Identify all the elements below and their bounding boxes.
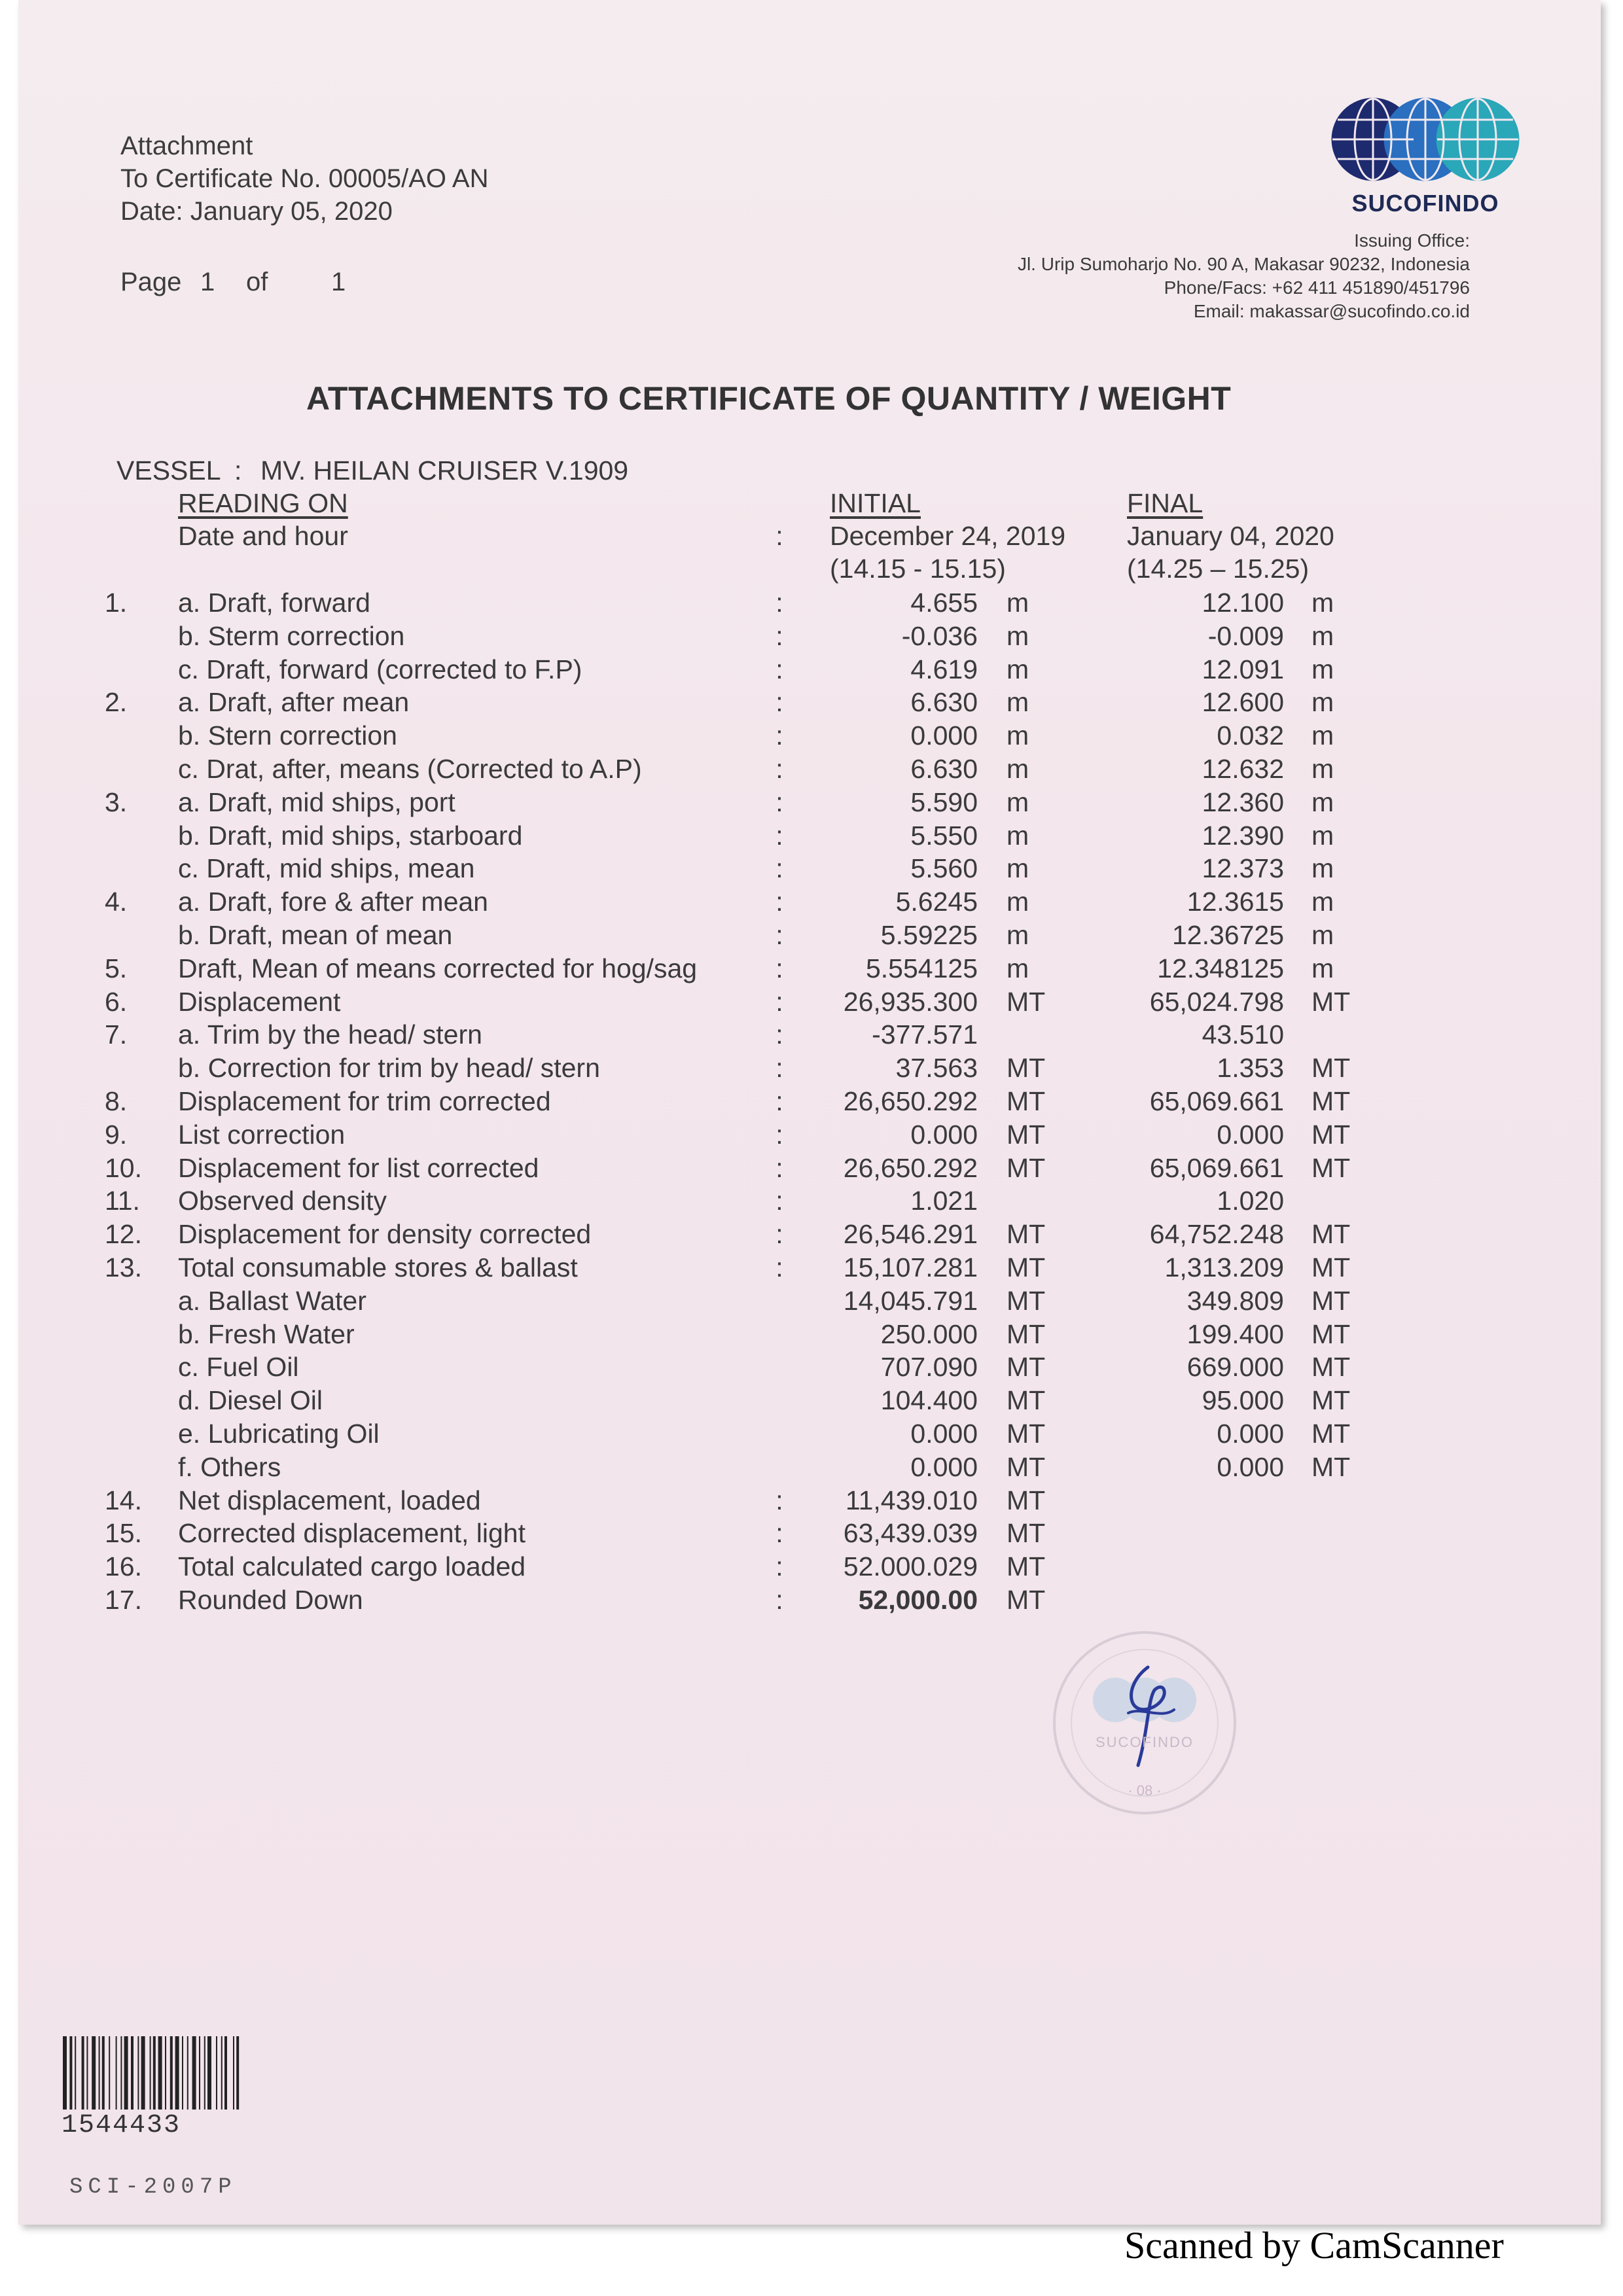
table-row <box>18 719 1601 752</box>
row-label: Draft, Mean of means corrected for hog/sag <box>178 953 698 983</box>
initial-value: 26,650.292 <box>843 1086 978 1116</box>
final-value: 12.600 <box>1202 687 1284 717</box>
initial-unit: MT <box>1007 1352 1046 1382</box>
table-row <box>18 653 1601 686</box>
final-unit: MT <box>1311 1319 1351 1349</box>
table-row <box>18 1085 1601 1118</box>
initial-value: 15,107.281 <box>843 1252 978 1282</box>
row-number: 16. <box>105 1551 142 1581</box>
initial-value: 37.563 <box>895 1053 978 1083</box>
row-label: Displacement for list corrected <box>178 1153 539 1183</box>
table-row <box>18 686 1601 718</box>
office-address: Jl. Urip Sumoharjo No. 90 A, Makasar 90232, Indonesia <box>1017 254 1470 274</box>
table-row <box>18 1251 1601 1284</box>
row-number: 10. <box>105 1153 142 1183</box>
row-colon: : <box>776 621 783 651</box>
vessel-label: VESSEL <box>116 455 221 486</box>
initial-unit: MT <box>1007 1053 1046 1083</box>
row-label: a. Draft, mid ships, port <box>178 787 455 817</box>
row-label: c. Drat, after, means (Corrected to A.P) <box>178 754 642 784</box>
initial-unit: m <box>1007 920 1029 950</box>
initial-value: 5.560 <box>910 853 978 883</box>
final-value: 1.020 <box>1217 1186 1284 1216</box>
initial-unit: MT <box>1007 1120 1046 1150</box>
initial-unit: MT <box>1007 1252 1046 1282</box>
final-unit: MT <box>1311 1352 1351 1382</box>
table-row <box>18 919 1601 951</box>
final-unit: MT <box>1311 1419 1351 1449</box>
row-colon: : <box>776 720 783 751</box>
initial-unit: MT <box>1007 1153 1046 1183</box>
row-colon: : <box>776 1019 783 1050</box>
final-unit: m <box>1311 920 1334 950</box>
initial-value: 5.550 <box>910 821 978 851</box>
table-row <box>18 1550 1601 1583</box>
initial-value: 0.000 <box>910 1120 978 1150</box>
row-colon: : <box>776 1518 783 1548</box>
initial-value: 26,546.291 <box>843 1219 978 1249</box>
final-unit: MT <box>1311 1452 1351 1482</box>
barcode <box>62 2036 297 2110</box>
initial-value: 5.590 <box>910 787 978 817</box>
initial-value: 1.021 <box>910 1186 978 1216</box>
row-colon: : <box>776 1219 783 1249</box>
final-value: 0.000 <box>1217 1419 1284 1449</box>
row-colon: : <box>776 1485 783 1515</box>
final-unit: MT <box>1311 1252 1351 1282</box>
initial-value: 4.619 <box>910 654 978 684</box>
initial-unit: MT <box>1007 987 1046 1017</box>
document-sheet <box>18 0 1601 2225</box>
final-unit: m <box>1311 821 1334 851</box>
table-row <box>18 1152 1601 1184</box>
table-row <box>18 952 1601 985</box>
final-value: 65,024.798 <box>1149 987 1284 1017</box>
row-label: b. Stern correction <box>178 720 397 751</box>
final-unit: MT <box>1311 987 1351 1017</box>
final-value: 12.360 <box>1202 787 1284 817</box>
final-unit: MT <box>1311 1053 1351 1083</box>
initial-unit: MT <box>1007 1086 1046 1116</box>
table-row <box>18 1184 1601 1217</box>
row-colon: : <box>776 588 783 618</box>
table-row <box>18 1384 1601 1417</box>
date-hour-colon: : <box>776 521 783 551</box>
reading-on-header: READING ON <box>178 488 348 518</box>
row-colon: : <box>776 787 783 817</box>
row-colon: : <box>776 1153 783 1183</box>
row-number: 9. <box>105 1120 128 1150</box>
final-header: FINAL <box>1127 488 1204 518</box>
row-label: Corrected displacement, light <box>178 1518 526 1548</box>
final-unit: m <box>1311 621 1334 651</box>
final-value: 0.000 <box>1217 1120 1284 1150</box>
row-number: 7. <box>105 1019 128 1050</box>
initial-value: 5.6245 <box>895 887 978 917</box>
row-number: 8. <box>105 1086 128 1116</box>
row-label: Total consumable stores & ballast <box>178 1252 578 1282</box>
final-unit: MT <box>1311 1086 1351 1116</box>
office-phone: Phone/Facs: +62 411 451890/451796 <box>1164 277 1470 298</box>
initial-unit: m <box>1007 953 1029 983</box>
row-label: b. Draft, mid ships, starboard <box>178 821 523 851</box>
row-number: 11. <box>105 1186 140 1216</box>
final-unit: m <box>1311 588 1334 618</box>
document-title: ATTACHMENTS TO CERTIFICATE OF QUANTITY / WEIGHT <box>306 380 1232 417</box>
table-row <box>18 586 1601 619</box>
initial-value: -377.571 <box>872 1019 978 1050</box>
row-colon: : <box>776 887 783 917</box>
initial-value: 104.400 <box>880 1385 978 1415</box>
initial-unit: MT <box>1007 1419 1046 1449</box>
row-number: 1. <box>105 588 128 618</box>
row-label: Net displacement, loaded <box>178 1485 481 1515</box>
row-label: b. Fresh Water <box>178 1319 355 1349</box>
barcode-number: 1544433 <box>62 2111 181 2140</box>
initial-unit: MT <box>1007 1485 1046 1515</box>
row-label: Displacement for trim corrected <box>178 1086 551 1116</box>
initial-value: -0.036 <box>901 621 978 651</box>
final-value: 1.353 <box>1217 1053 1284 1083</box>
row-label: Total calculated cargo loaded <box>178 1551 526 1581</box>
initial-value: 52.000.029 <box>843 1551 978 1581</box>
initial-unit: m <box>1007 754 1029 784</box>
row-label: a. Draft, after mean <box>178 687 410 717</box>
vessel-name: MV. HEILAN CRUISER V.1909 <box>260 455 629 486</box>
initial-unit: MT <box>1007 1551 1046 1581</box>
initial-unit: MT <box>1007 1385 1046 1415</box>
final-value: 12.390 <box>1202 821 1284 851</box>
of-word: of <box>246 268 268 296</box>
row-label: Displacement <box>178 987 341 1017</box>
table-row <box>18 1284 1601 1317</box>
attachment-label: Attachment <box>120 132 253 160</box>
barcode-icon <box>62 2036 297 2110</box>
row-label: f. Others <box>178 1452 281 1482</box>
final-unit: m <box>1311 853 1334 883</box>
row-number: 5. <box>105 953 128 983</box>
table-row <box>18 1051 1601 1084</box>
final-time: (14.25 – 15.25) <box>1127 554 1310 584</box>
row-colon: : <box>776 987 783 1017</box>
row-number: 17. <box>105 1585 142 1615</box>
final-value: 349.809 <box>1186 1286 1284 1316</box>
row-label: Displacement for density corrected <box>178 1219 592 1249</box>
initial-unit: m <box>1007 821 1029 851</box>
page-total: 1 <box>331 268 346 296</box>
table-row <box>18 620 1601 652</box>
final-date: January 04, 2020 <box>1127 521 1334 551</box>
row-colon: : <box>776 654 783 684</box>
measurement-table <box>18 0 1601 2225</box>
row-label: a. Trim by the head/ stern <box>178 1019 482 1050</box>
initial-value: 6.630 <box>910 687 978 717</box>
final-value: 12.091 <box>1202 654 1284 684</box>
table-row <box>18 786 1601 819</box>
initial-unit: m <box>1007 687 1029 717</box>
final-value: 12.632 <box>1202 754 1284 784</box>
row-colon: : <box>776 754 783 784</box>
final-value: 12.36725 <box>1171 920 1284 950</box>
final-value: 669.000 <box>1186 1352 1284 1382</box>
final-unit: m <box>1311 953 1334 983</box>
row-number: 12. <box>105 1219 142 1249</box>
stamp-text: SUCOFINDO <box>1096 1734 1194 1750</box>
row-colon: : <box>776 1551 783 1581</box>
row-colon: : <box>776 853 783 883</box>
initial-unit: m <box>1007 588 1029 618</box>
final-value: 12.100 <box>1202 588 1284 618</box>
date-hour-label: Date and hour <box>178 521 348 551</box>
final-value: 0.000 <box>1217 1452 1284 1482</box>
row-label: a. Ballast Water <box>178 1286 366 1316</box>
row-colon: : <box>776 1120 783 1150</box>
form-code: SCI-2007P <box>69 2175 237 2200</box>
initial-unit: MT <box>1007 1452 1046 1482</box>
row-number: 13. <box>105 1252 142 1282</box>
initial-value: 0.000 <box>910 1452 978 1482</box>
table-row <box>18 819 1601 852</box>
final-value: -0.009 <box>1207 621 1284 651</box>
initial-value: 250.000 <box>880 1319 978 1349</box>
initial-unit: m <box>1007 720 1029 751</box>
table-row <box>18 852 1601 885</box>
initial-unit: m <box>1007 787 1029 817</box>
office-email: Email: makassar@sucofindo.co.id <box>1193 301 1470 321</box>
certificate-date: Date: January 05, 2020 <box>120 197 393 226</box>
final-value: 65,069.661 <box>1149 1153 1284 1183</box>
table-row <box>18 1318 1601 1351</box>
table-row <box>18 985 1601 1018</box>
table-row <box>18 752 1601 785</box>
row-colon: : <box>776 1585 783 1615</box>
row-number: 14. <box>105 1485 142 1515</box>
initial-value: 6.630 <box>910 754 978 784</box>
row-label: c. Draft, mid ships, mean <box>178 853 475 883</box>
final-value: 95.000 <box>1202 1385 1284 1415</box>
scanner-watermark: Scanned by CamScanner <box>1124 2224 1504 2267</box>
initial-value: 4.655 <box>910 588 978 618</box>
final-unit: MT <box>1311 1385 1351 1415</box>
table-row <box>18 1517 1601 1549</box>
initial-date: December 24, 2019 <box>830 521 1066 551</box>
brand-name: SUCOFINDO <box>1351 190 1499 217</box>
table-row <box>18 1417 1601 1450</box>
initial-value: 0.000 <box>910 720 978 751</box>
table-row <box>18 1583 1601 1616</box>
row-number: 6. <box>105 987 128 1017</box>
vessel-sep: : <box>234 455 242 486</box>
row-number: 3. <box>105 787 128 817</box>
row-label: b. Correction for trim by head/ stern <box>178 1053 600 1083</box>
final-value: 64,752.248 <box>1149 1219 1284 1249</box>
official-stamp <box>1050 1628 1240 1818</box>
row-colon: : <box>776 953 783 983</box>
initial-unit: MT <box>1007 1518 1046 1548</box>
row-label: a. Draft, fore & after mean <box>178 887 488 917</box>
initial-value: 11,439.010 <box>845 1485 978 1515</box>
table-row <box>18 1018 1601 1051</box>
final-unit: MT <box>1311 1219 1351 1249</box>
page-number: 1 <box>200 268 215 296</box>
final-value: 1,313.209 <box>1164 1252 1284 1282</box>
final-unit: m <box>1311 687 1334 717</box>
final-unit: m <box>1311 754 1334 784</box>
initial-value: 5.554125 <box>865 953 978 983</box>
final-value: 0.032 <box>1217 720 1284 751</box>
final-value: 65,069.661 <box>1149 1086 1284 1116</box>
table-row <box>18 1484 1601 1517</box>
table-row <box>18 1218 1601 1250</box>
row-label: a. Draft, forward <box>178 588 370 618</box>
row-label: c. Draft, forward (corrected to F.P) <box>178 654 582 684</box>
row-colon: : <box>776 821 783 851</box>
initial-unit: MT <box>1007 1319 1046 1349</box>
row-colon: : <box>776 920 783 950</box>
row-label: Rounded Down <box>178 1585 363 1615</box>
initial-value: 0.000 <box>910 1419 978 1449</box>
row-label: Observed density <box>178 1186 387 1216</box>
final-unit: MT <box>1311 1153 1351 1183</box>
table-row <box>18 1351 1601 1383</box>
row-colon: : <box>776 1186 783 1216</box>
final-unit: MT <box>1311 1120 1351 1150</box>
row-label: b. Sterm correction <box>178 621 405 651</box>
initial-unit: MT <box>1007 1286 1046 1316</box>
initial-value: 63,439.039 <box>843 1518 978 1548</box>
row-label: c. Fuel Oil <box>178 1352 299 1382</box>
initial-value: 707.090 <box>880 1352 978 1382</box>
row-colon: : <box>776 687 783 717</box>
final-value: 12.348125 <box>1157 953 1284 983</box>
row-label: e. Lubricating Oil <box>178 1419 380 1449</box>
row-label: List correction <box>178 1120 346 1150</box>
row-number: 2. <box>105 687 128 717</box>
initial-unit: MT <box>1007 1219 1046 1249</box>
initial-value: 14,045.791 <box>843 1286 978 1316</box>
table-row <box>18 885 1601 918</box>
final-unit: m <box>1311 787 1334 817</box>
page-word: Page <box>120 268 182 296</box>
row-label: b. Draft, mean of mean <box>178 920 453 950</box>
initial-time: (14.15 - 15.15) <box>830 554 1006 584</box>
final-value: 43.510 <box>1202 1019 1284 1050</box>
table-row <box>18 1118 1601 1151</box>
table-row <box>18 1451 1601 1483</box>
initial-unit: m <box>1007 654 1029 684</box>
initial-value: 26,935.300 <box>843 987 978 1017</box>
initial-value: 5.59225 <box>880 920 978 950</box>
issuing-office-label: Issuing Office: <box>1354 230 1470 251</box>
initial-value: 26,650.292 <box>843 1153 978 1183</box>
row-number: 4. <box>105 887 128 917</box>
row-label: d. Diesel Oil <box>178 1385 323 1415</box>
final-value: 12.3615 <box>1186 887 1284 917</box>
final-value: 12.373 <box>1202 853 1284 883</box>
final-unit: MT <box>1311 1286 1351 1316</box>
initial-unit: m <box>1007 621 1029 651</box>
initial-unit: m <box>1007 887 1029 917</box>
initial-header: INITIAL <box>830 488 921 518</box>
row-colon: : <box>776 1086 783 1116</box>
initial-unit: MT <box>1007 1585 1046 1615</box>
row-number: 15. <box>105 1518 142 1548</box>
initial-unit: m <box>1007 853 1029 883</box>
final-unit: m <box>1311 720 1334 751</box>
certificate-number: To Certificate No. 00005/AO AN <box>120 164 489 193</box>
stamp-code: · 08 · <box>1128 1782 1162 1799</box>
final-value: 199.400 <box>1186 1319 1284 1349</box>
final-unit: m <box>1311 887 1334 917</box>
final-unit: m <box>1311 654 1334 684</box>
initial-value: 52,000.00 <box>858 1585 978 1615</box>
row-colon: : <box>776 1252 783 1282</box>
row-colon: : <box>776 1053 783 1083</box>
